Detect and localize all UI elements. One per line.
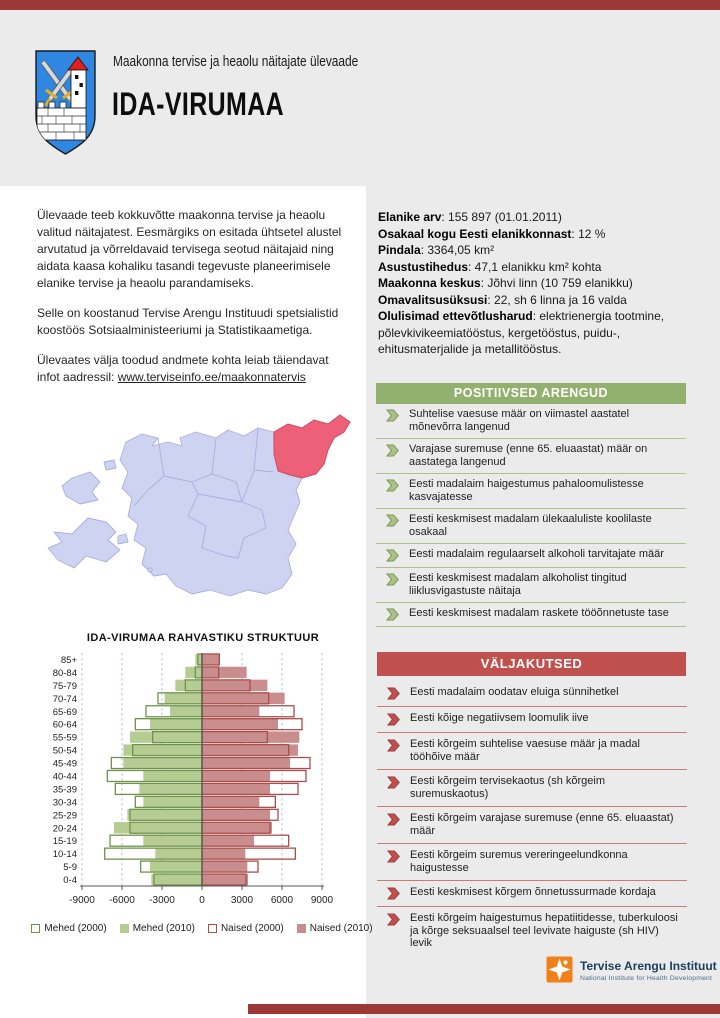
tai-logo-title: Tervise Arengu Instituut (580, 959, 717, 973)
tai-logo-subtitle: National Institute for Health Development (580, 975, 713, 982)
svg-text:-9000: -9000 (69, 895, 95, 906)
chart-title: IDA-VIRUMAA RAHVASTIKU STRUKTUUR (86, 632, 320, 644)
ida-virumaa-coat-of-arms-icon (34, 50, 97, 156)
svg-text:35-39: 35-39 (52, 784, 77, 796)
legend-item (208, 923, 284, 934)
svg-text:0: 0 (199, 895, 205, 906)
list-item-text: Eesti keskmisest madalam raskete tööõnnetuste tase (409, 607, 669, 619)
intro-paragraph: Selle on koostanud Tervise Arengu Instituudi spetsialistid koostöös Sotsiaalministeeriumi ja Statistikaametiga. (37, 306, 339, 337)
list-item (377, 807, 687, 844)
top-accent-bar (0, 0, 720, 10)
list-item-text: Eesti madalaim haigestumus pahaloomulistesse kasvajatesse (409, 478, 644, 503)
list-item (376, 439, 686, 474)
terviseinfo-link[interactable]: www.terviseinfo.ee/maakonnatervis (117, 370, 306, 384)
svg-text:-6000: -6000 (109, 895, 135, 906)
svg-text:45-49: 45-49 (52, 758, 77, 770)
fact-line: Asustustihedus: 47,1 elanikku km² kohta (378, 259, 602, 274)
arrow-icon (387, 850, 400, 863)
fact-line: Osakaal kogu Eesti elanikkonnast: 12 % (378, 226, 606, 241)
arrow-icon (387, 739, 400, 752)
svg-text:40-44: 40-44 (52, 771, 77, 783)
svg-text:60-64: 60-64 (52, 719, 77, 731)
legend-item (120, 923, 195, 934)
population-pyramid (28, 632, 373, 934)
list-item (376, 568, 686, 603)
svg-text:25-29: 25-29 (52, 810, 77, 822)
arrow-icon (387, 713, 400, 726)
legend-item (31, 923, 106, 934)
legend-label: Mehed (2000) (44, 923, 107, 934)
list-item-text: Suhtelise vaesuse määr on viimastel aastatel mõnevõrra langenud (409, 408, 630, 433)
intro-paragraph: Ülevaade teeb kokkuvõtte maakonna tervise ja heaolu valitud näitajatest. Eesmärgiks on esitada ühtsetel alustel arvutatud ja võrreldavaid tervisega seotud näitajaid ning aidata kaasa kohaliku tasandi tegevuste planeerimisele elanike tervise ja heaolu parandamiseks. (37, 208, 342, 290)
legend-swatch (120, 924, 129, 933)
svg-text:30-34: 30-34 (52, 797, 77, 809)
svg-text:6000: 6000 (270, 895, 294, 906)
arrow-icon (387, 913, 400, 926)
svg-text:55-59: 55-59 (52, 732, 77, 744)
list-item (376, 603, 686, 627)
county-facts (378, 209, 710, 358)
positive-list (376, 404, 686, 627)
list-item-text: Eesti madalaim oodatav eluiga sünnihetkel (410, 686, 619, 698)
list-item (377, 733, 687, 770)
svg-text:9000: 9000 (310, 895, 334, 906)
tai-logo (546, 956, 717, 983)
list-item-text: Eesti kõrgeim haigestumus hepatiitidesse, tuberkuloosi ja kõrge seksuaalsel teel levivate haiguste (sh HIV) levik (410, 912, 678, 949)
arrow-icon (386, 444, 399, 457)
saaremaa-island (48, 518, 120, 568)
list-item (377, 681, 687, 707)
challenges-section-header: VÄLJAKUTSED (377, 652, 686, 676)
tai-logo-icon (546, 956, 573, 983)
list-item-text: Eesti madalaim regulaarselt alkoholi tarvitajate määr (409, 548, 664, 560)
svg-text:0-4: 0-4 (63, 875, 77, 887)
legend-swatch (297, 924, 306, 933)
svg-text:70-74: 70-74 (52, 693, 77, 705)
fact-line: Maakonna keskus: Jõhvi linn (10 759 elanikku) (378, 276, 633, 290)
arrow-icon (386, 479, 399, 492)
arrow-icon (386, 608, 399, 621)
vormsi-island (104, 460, 116, 470)
svg-text:10-14: 10-14 (52, 849, 77, 861)
list-item-text: Varajase suremuse (enne 65. eluaastat) määr on aastatega langenud (409, 443, 648, 468)
arrow-icon (386, 514, 399, 527)
list-item-text: Eesti kõrgeim suhtelise vaesuse määr ja madal tööhõive määr (410, 738, 640, 763)
list-item-text: Eesti kõige negatiivsem loomulik iive (410, 712, 589, 724)
legend-swatch (31, 924, 40, 933)
list-item (376, 544, 686, 568)
list-item (377, 707, 687, 733)
document-subtitle: Maakonna tervise ja heaolu näitajate ülevaade (113, 54, 359, 70)
county-title: IDA-VIRUMAA (112, 86, 285, 122)
positive-section-header: POSITIIVSED ARENGUD (376, 383, 686, 404)
intro-paragraph: Ülevaates välja toodud andmete kohta leiab täiendavat infot aadressil: www.terviseinfo.ee/maakonnatervis (37, 353, 329, 384)
estonia-map (30, 398, 362, 620)
svg-text:15-19: 15-19 (52, 836, 77, 848)
list-item (376, 404, 686, 439)
list-item-text: Eesti keskmisest madalam ülekaaluliste koolilaste osakaal (409, 513, 652, 538)
list-item-text: Eesti kõrgeim varajase suremuse (enne 65. eluaastat) määr (410, 812, 674, 837)
legend-label: Naised (2000) (220, 923, 284, 934)
arrow-icon (387, 813, 400, 826)
challenges-list (377, 681, 687, 956)
fact-line: Olulisimad ettevõtlusharud: elektrienergia tootmine, põlevkivikeemiatööstus, kergetööstus, puidu-, ehitusmaterjalide ja metallitööstus. (378, 309, 665, 356)
ida-virumaa-highlight (274, 415, 350, 478)
legend-label: Naised (2010) (309, 923, 373, 934)
fact-line: Pindala: 3364,05 km² (378, 243, 495, 257)
list-item-text: Eesti keskmisest madalam alkoholist tingitud liiklusvigastuste näitaja (409, 572, 627, 597)
svg-text:50-54: 50-54 (52, 745, 77, 757)
muhu-island (118, 534, 128, 544)
fact-line: Omavalitsusüksusi: 22, sh 6 linna ja 16 valda (378, 292, 627, 307)
hiiumaa-island (62, 472, 100, 504)
list-item-text: Eesti kõrgeim tervisekaotus (sh kõrgeim suremuskaotus) (410, 775, 606, 800)
arrow-icon (386, 409, 399, 422)
arrow-icon (386, 549, 399, 562)
legend-label: Mehed (2010) (132, 923, 195, 934)
intro-text (37, 207, 349, 399)
list-item (377, 844, 687, 881)
list-item (377, 881, 687, 907)
arrow-icon (387, 687, 400, 700)
chart-legend (36, 923, 373, 934)
fact-line: Elanike arv: 155 897 (01.01.2011) (378, 210, 562, 224)
svg-text:3000: 3000 (230, 895, 254, 906)
list-item (377, 907, 687, 956)
arrow-icon (387, 887, 400, 900)
svg-text:85+: 85+ (60, 654, 77, 666)
population-pyramid-plot (28, 646, 368, 908)
legend-item (297, 923, 373, 934)
svg-text:20-24: 20-24 (52, 823, 77, 835)
arrow-icon (386, 573, 399, 586)
arrow-icon (387, 776, 400, 789)
legend-swatch (208, 924, 217, 933)
list-item-text: Eesti keskmisest kõrgem õnnetussurmade kordaja (410, 886, 656, 898)
svg-text:-3000: -3000 (149, 895, 175, 906)
list-item (377, 770, 687, 807)
bottom-accent-bar (248, 1004, 720, 1014)
list-item (376, 509, 686, 544)
list-item-text: Eesti kõrgeim suremus vereringeelundkonna haigustesse (410, 849, 628, 874)
list-item (376, 474, 686, 509)
svg-text:75-79: 75-79 (52, 680, 77, 692)
svg-text:65-69: 65-69 (52, 706, 77, 718)
svg-text:80-84: 80-84 (52, 667, 77, 679)
svg-text:5-9: 5-9 (63, 862, 77, 874)
